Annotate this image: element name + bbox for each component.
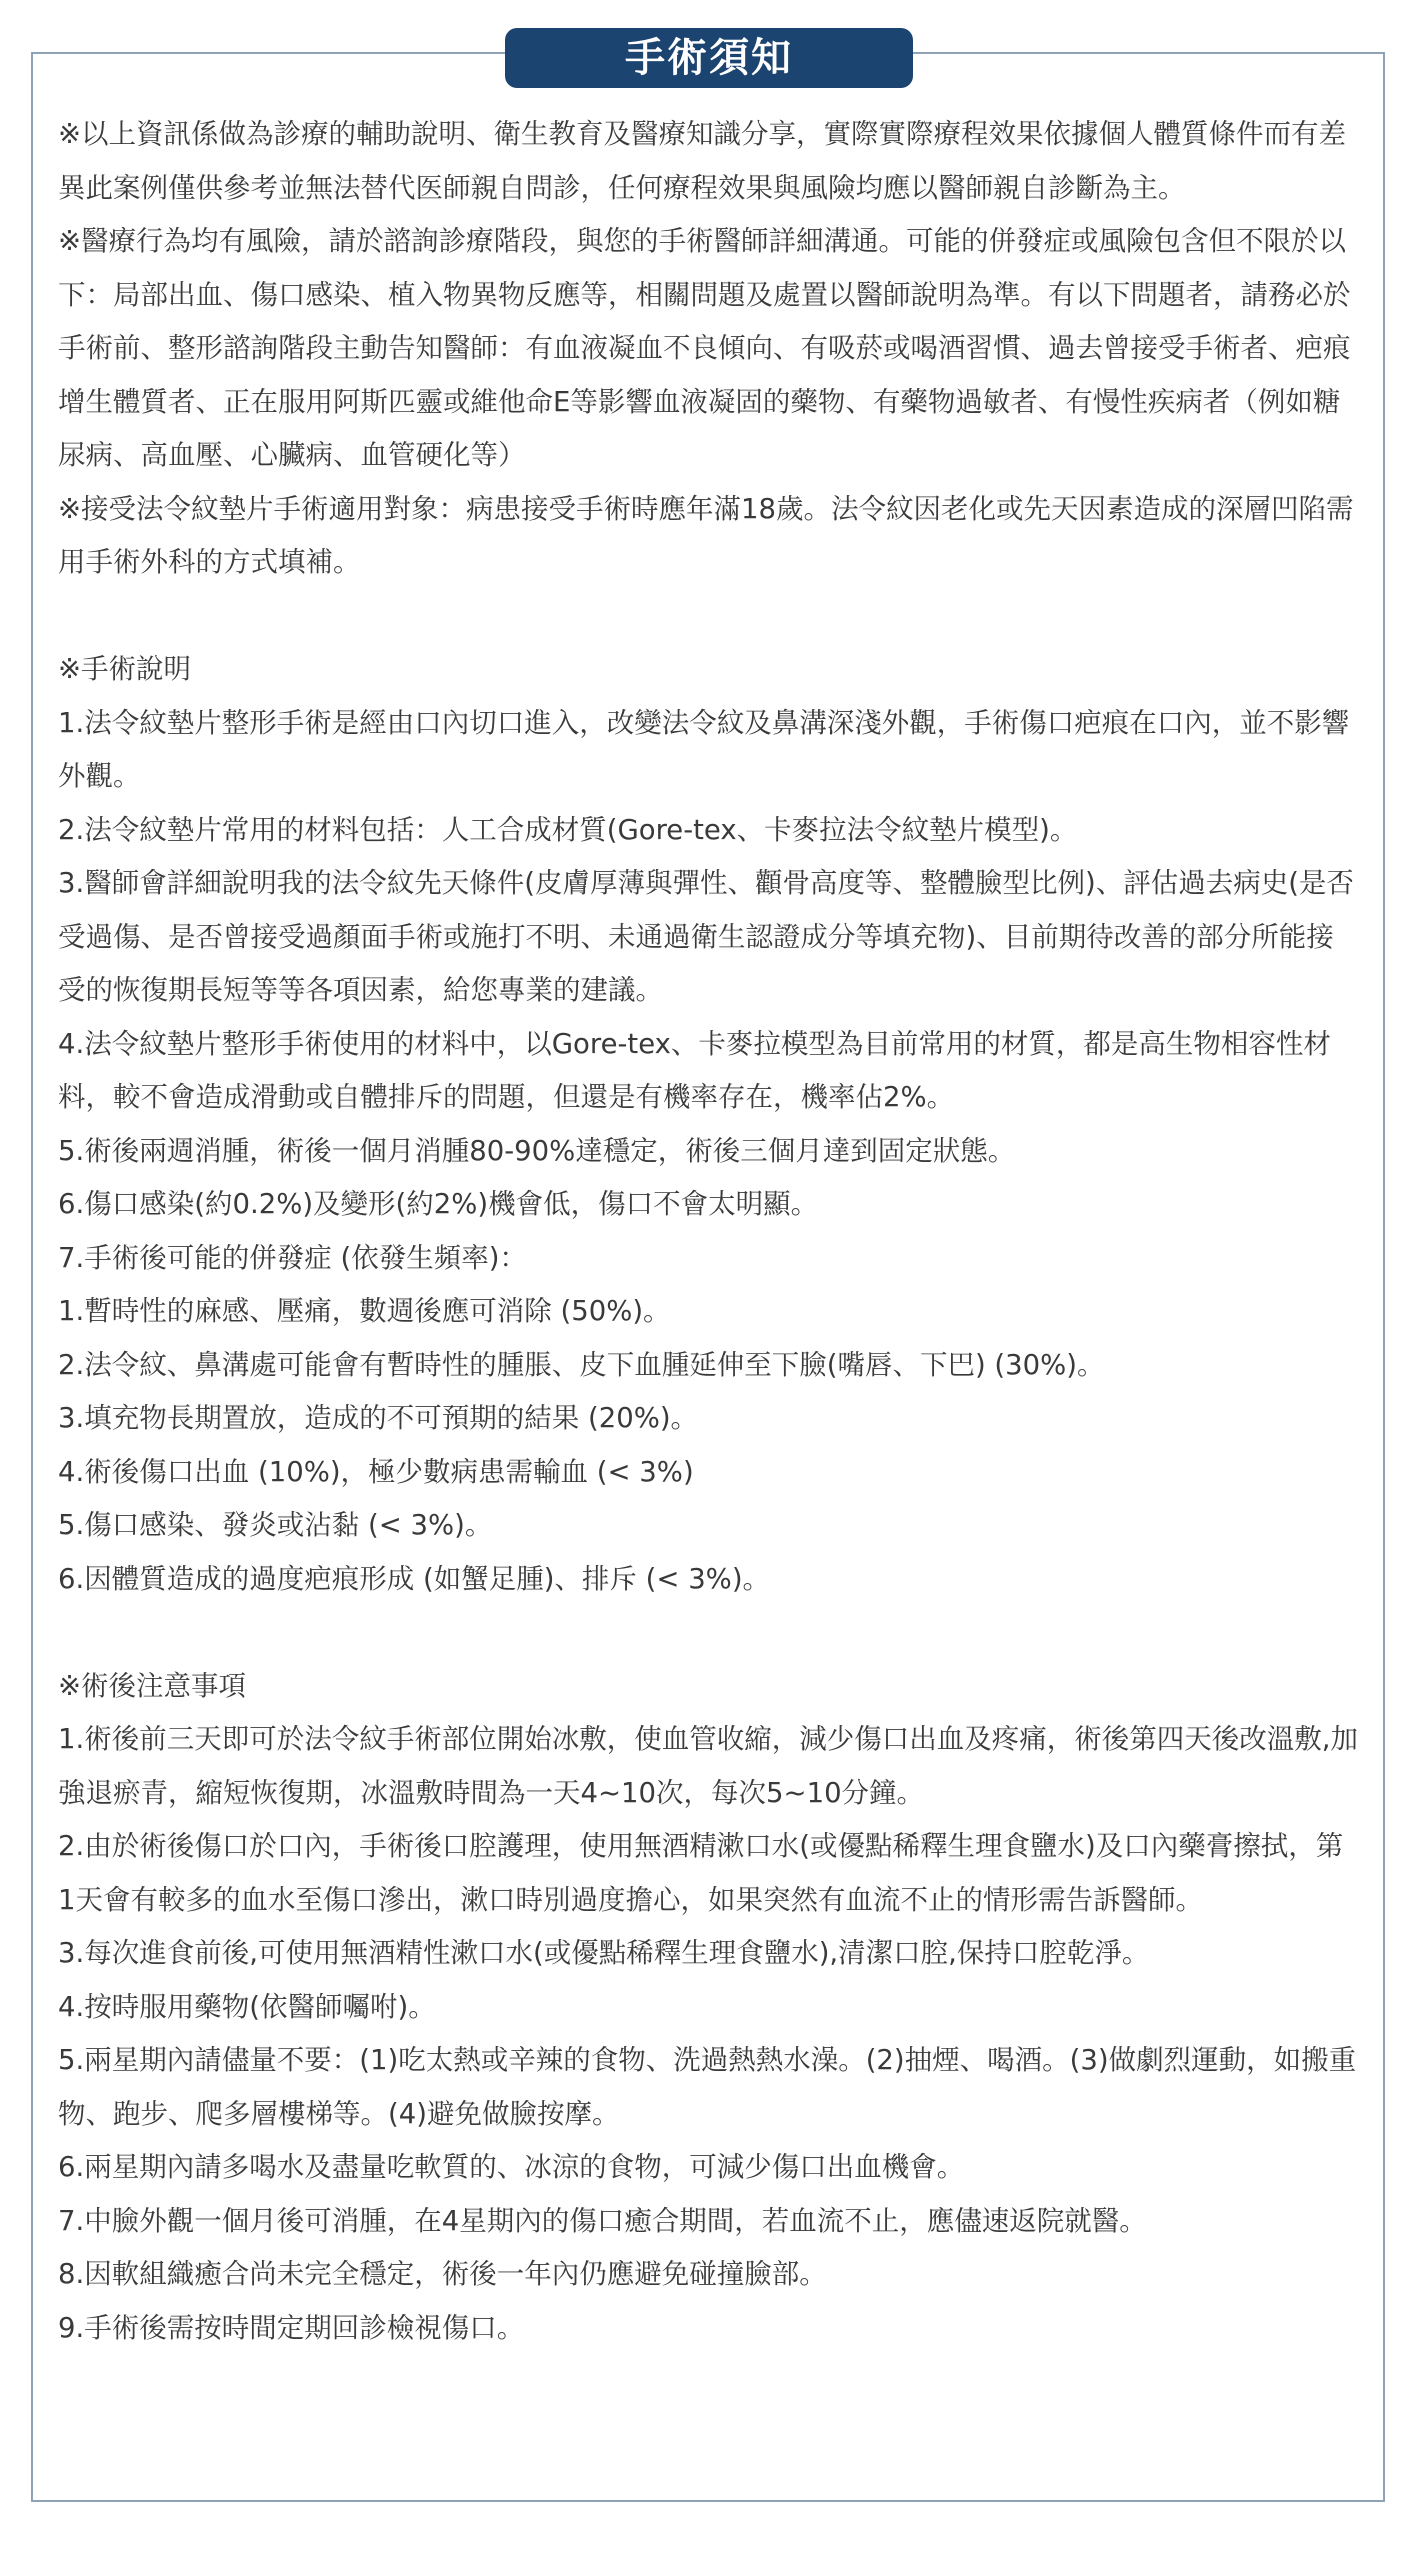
aftercare-item: 2.由於術後傷口於口內，手術後口腔護理，使用無酒精漱口水(或優點稀釋生理食鹽水)及口內藥膏擦拭，第1天會有較多的血水至傷口滲出，漱口時別過度擔心，如果突然有血流不止的情形需告訴醫師。 <box>58 1830 1344 1916</box>
surgery-item: 7.手術後可能的併發症 (依發生頻率)： <box>58 1241 527 1274</box>
page-title: 手術須知 <box>505 28 913 88</box>
aftercare-item: 8.因軟組織癒合尚未完全穩定，術後一年內仍應避免碰撞臉部。 <box>58 2258 827 2290</box>
notice-content <box>58 108 1358 2355</box>
complication-item: 2.法令紋、鼻溝處可能會有暫時性的腫脹、皮下血腫延伸至下臉(嘴唇、下巴) (30%)。 <box>58 1348 1105 1381</box>
surgery-item: 4.法令紋墊片整形手術使用的材料中，以Gore-tex、卡麥拉模型為目前常用的材質，都是高生物相容性材料，較不會造成滑動或自體排斥的問題，但還是有機率存在，機率佔2%。 <box>58 1027 1331 1113</box>
section-heading-aftercare: ※術後注意事項 <box>58 1669 247 1702</box>
aftercare-item: 9.手術後需按時間定期回診檢視傷口。 <box>58 2311 525 2344</box>
complication-item: 3.填充物長期置放，造成的不可預期的結果 (20%)。 <box>58 1402 699 1434</box>
disclaimer-paragraph: ※以上資訊係做為診療的輔助說明、衛生教育及醫療知識分享，實際實際療程效果依據個人體質條件而有差異此案例僅供參考並無法替代医師親自問診，任何療程效果與風險均應以醫師親自診斷為主。 <box>58 118 1347 204</box>
complication-item: 5.傷口感染、發炎或沾黏 (< 3%)。 <box>58 1509 493 1541</box>
surgery-item: 1.法令紋墊片整形手術是經由口內切口進入，改變法令紋及鼻溝深淺外觀，手術傷口疤痕在口內，並不影響外觀。 <box>58 706 1350 792</box>
complication-item: 4.術後傷口出血 (10%)，極少數病患需輸血 (< 3%) <box>58 1455 694 1488</box>
aftercare-item: 5.兩星期內請儘量不要：(1)吃太熱或辛辣的食物、洗過熱熱水澡。(2)抽煙、喝酒。(3)做劇烈運動，如搬重物、跑步、爬多層樓梯等。(4)避免做臉按摩。 <box>58 2044 1357 2130</box>
complication-item: 6.因體質造成的過度疤痕形成 (如蟹足腫)、排斥 (< 3%)。 <box>58 1562 771 1595</box>
complication-item: 1.暫時性的麻感、壓痛，數週後應可消除 (50%)。 <box>58 1295 671 1327</box>
surgery-item: 6.傷口感染(約0.2%)及變形(約2%)機會低，傷口不會太明顯。 <box>58 1188 819 1220</box>
surgery-item: 5.術後兩週消腫，術後一個月消腫80-90%達穩定，術後三個月達到固定狀態。 <box>58 1134 1016 1167</box>
spacer <box>58 590 1358 644</box>
aftercare-item: 4.按時服用藥物(依醫師囑咐)。 <box>58 1990 436 2023</box>
surgery-item: 3.醫師會詳細說明我的法令紋先天條件(皮膚厚薄與彈性、顴骨高度等、整體臉型比例)、評估過去病史(是否受過傷、是否曾接受過顏面手術或施打不明、未通過衛生認證成分等填充物)、目前期待改善的部分所能接受的恢復期長短等等各項因素，給您專業的建議。 <box>58 867 1354 1006</box>
aftercare-item: 3.每次進食前後,可使用無酒精性漱口水(或優點稀釋生理食鹽水),清潔口腔,保持口腔乾淨。 <box>58 1937 1150 1969</box>
eligibility-paragraph: ※接受法令紋墊片手術適用對象：病患接受手術時應年滿18歲。法令紋因老化或先天因素造成的深層凹陷需用手術外科的方式填補。 <box>58 492 1354 578</box>
surgery-item: 2.法令紋墊片常用的材料包括：人工合成材質(Gore-tex、卡麥拉法令紋墊片模型)。 <box>58 813 1078 846</box>
spacer <box>58 1606 1358 1660</box>
aftercare-item: 6.兩星期內請多喝水及盡量吃軟質的、冰涼的食物，可減少傷口出血機會。 <box>58 2151 965 2183</box>
aftercare-item: 7.中臉外觀一個月後可消腫，在4星期內的傷口癒合期間，若血流不止，應儘速返院就醫。 <box>58 2204 1147 2237</box>
risk-paragraph: ※醫療行為均有風險，請於諮詢診療階段，與您的手術醫師詳細溝通。可能的併發症或風險包含但不限於以下：局部出血、傷口感染、植入物異物反應等，相關問題及處置以醫師說明為準。有以下問題者，請務必於手術前、整形諮詢階段主動告知醫師：有血液凝血不良傾向、有吸菸或喝酒習慣、過去曾接受手術者、疤痕增生體質者、正在服用阿斯匹靈或維他命E等影響血液凝固的藥物、有藥物過敏者、有慢性疾病者（例如糖尿病、高血壓、心臟病、血管硬化等） <box>58 225 1351 471</box>
aftercare-item: 1.術後前三天即可於法令紋手術部位開始冰敷，使血管收縮，減少傷口出血及疼痛，術後第四天後改溫敷,加強退瘀青，縮短恢復期，冰溫敷時間為一天4~10次，每次5~10分鐘。 <box>58 1723 1358 1809</box>
section-heading-surgery: ※手術說明 <box>58 653 192 685</box>
